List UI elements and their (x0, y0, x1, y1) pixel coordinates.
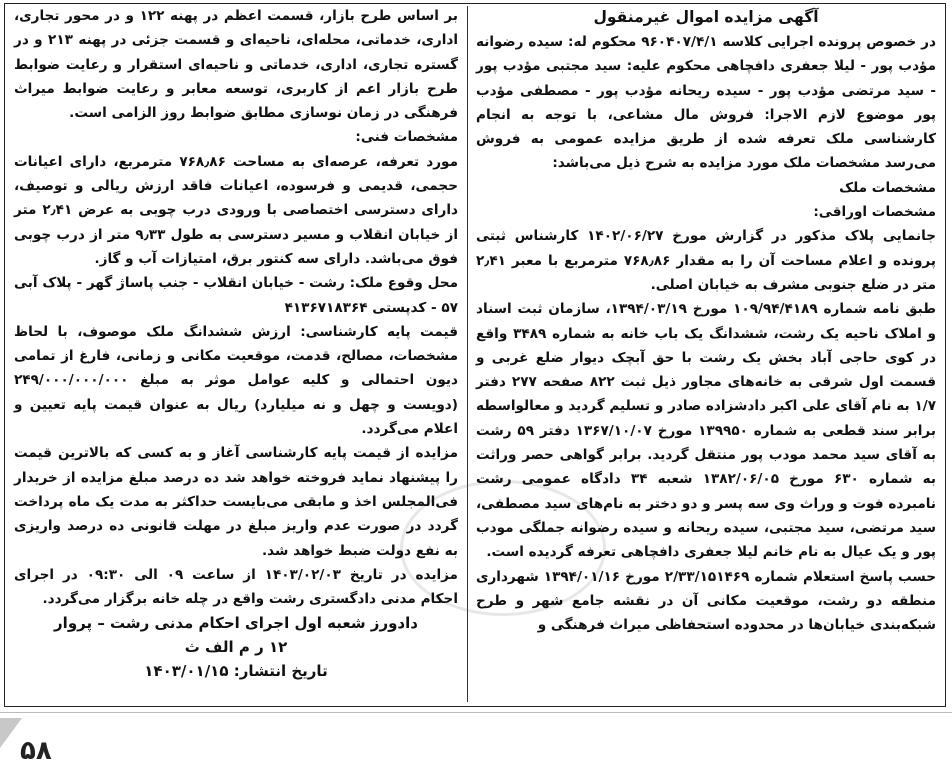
right-column (472, 4, 942, 637)
paragraph: در خصوص پرونده اجرایی کلاسه ۹۶۰۴۰۷/۴/۱ محکوم له: سیده رضوانه مؤدب پور - لیلا جعفری دافچاهی محکوم علیه: سید مجتبی مؤدب پور - سید مرتضی مؤدب پور - سیده ریحانه مؤدب پور - مصطفی مؤدب پور موضوع لازم الاجرا: فروش مال مشاعی، با توجه به انجام کارشناسی ملک تعرفه شده از طریق مزایده عمومی به فروش می‌رسد مشخصات ملک مورد مزایده به شرح ذیل می‌باشد: (476, 34, 936, 172)
left-column (10, 4, 462, 683)
paragraph: مزایده از قیمت پایه کارشناسی آغاز و به کسی که بالاترین قیمت را پیشنهاد نماید فروخته خواهد شد ده درصد مبلغ مزایده از خریدار فی‌المجلس اخذ و مابقی می‌بایست حداکثر به مدت یک ماه پرداخت گردد در صورت عدم واریز مبلغ در مهلت قانونی ده درصد واریزی به نفع دولت ضبط خواهد شد. (14, 445, 458, 559)
paragraph: مزایده در تاریخ ۱۴۰۳/۰۲/۰۳ از ساعت ۰۹ الی ۰۹:۳۰ در اجرای احکام مدنی دادگستری رشت واقع در چله خانه برگزار می‌گردد. (14, 566, 458, 608)
section-heading: مشخصات اوراقی: (813, 204, 936, 221)
paragraph: حسب پاسخ استعلام شماره ۲/۳۳/۱۵۱۴۶۹ مورخ ۱۳۹۴/۰۱/۱۶ شهرداری منطقه دو رشت، موقعیت مکانی آن در نقشه جامع شهر و طرح شبکه‌بندی خیابان‌ها در محدوده استحفاظی میراث فرهنگی و (476, 568, 936, 634)
paragraph: بر اساس طرح بازار، قسمت اعظم در پهنه ۱۲۲ و در محور تجاری، اداری، خدماتی، محله‌ای، ناحیه‌ای و قسمت جزئی در پهنه ۲۱۳ و در گستره تجاری، اداری، خدماتی و ناحیه‌ای استقرار و رعایت ضوابط طرح بازار اعم از کاربری، توسعه معابر و رعایت ضوابط میراث فرهنگی در زمان نوسازی مطابق ضوابط روز الزامی است. (14, 8, 458, 122)
paragraph: مورد تعرفه، عرصه‌ای به مساحت ۷۶۸٫۸۶ مترمربع، دارای اعیانات حجمی، قدیمی و فرسوده، اعیانات فاقد ارزش ریالی و توصیف، دارای دسترسی اختصاصی با ورودی درب چوبی به عرض ۲٫۴۱ متر از خیابان انقلاب و مسیر دسترسی به طول ۹٫۳۳ متر از درب چوبی فوق می‌باشد. دارای سه کنتور برق، امتیازات آب و گاز. (14, 153, 459, 267)
publish-date: تاریخ انتشار: ۱۴۰۳/۰۱/۱۵ (144, 662, 328, 681)
reference-code: ۱۲ ر م الف ث (184, 638, 288, 657)
corner-mark (0, 718, 22, 748)
section-heading: مشخصات ملک (839, 179, 936, 196)
footer-strip (0, 712, 952, 764)
paragraph: محل وقوع ملک: رشت - خیابان انقلاب - جنب پاساژ گهر - پلاک آبی ۵۷ - کدپستی ۴۱۳۶۷۱۸۳۶۴ (14, 275, 458, 316)
paragraph: قیمت پایه کارشناسی: ارزش ششدانگ ملک موصوف، با لحاظ مشخصات، مصالح، قدمت، موقعیت مکانی و زمانی، فارغ از تمامی دیون احتمالی و کلیه عوامل موثر به مبلغ ۲۴۹/۰۰۰/۰۰۰/۰۰۰ (دویست و چهل و نه میلیارد) ریال به عنوان قیمت پایه تعیین و اعلام می‌گردد. (14, 323, 458, 438)
page-number: ۵۸ (20, 736, 52, 766)
paragraph: طبق نامه شماره ۱۰۹/۹۴/۴۱۸۹ مورخ ۱۳۹۴/۰۳/۱۹، سازمان ثبت اسناد و املاک ناحیه یک رشت، ششدانگ یک باب خانه به شماره ۳۴۸۹ واقع در کوی حاجی آباد بخش یک رشت با حق آبچک دیوار ضلع غربی و قسمت اول شرقی به خانه‌های مجاور ذیل ثبت ۸۲۲ صفحه ۲۷۷ دفتر ۱/۷ به نام آقای علی اکبر دادشزاده صادر و تسلیم گردید و معالواسطه برابر سند قطعی به شماره ۱۳۹۹۵۰ مورخ ۱۳۶۷/۱۰/۰۷ دفتر ۵۹ رشت به آقای سید محمد مودب پور منتقل گردید. برابر گواهی حصر وراثت به شماره ۶۳۰ مورخ ۱۳۸۲/۰۶/۰۵ شعبه ۳۴ دادگاه عمومی رشت نامبرده فوت و وراث وی سه پسر و دو دختر به نام‌های سید مصطفی، سید مرتضی، سید مجتبی، سیده ریحانه و سیده رضوانه جملگی مودب پور و یک عیال به نام خانم لیلا جعفری دافچاهی تعرفه گردیده است. (476, 301, 936, 561)
signature-line: دادورز شعبه اول اجرای احکام مدنی رشت – پروار (54, 614, 418, 633)
section-heading: مشخصات فنی: (355, 129, 458, 146)
paragraph: جانمایی پلاک مذکور در گزارش مورخ ۱۴۰۲/۰۶/۲۷ کارشناس ثبتی پرونده و اعلام مساحت آن را به مقدار ۷۶۸٫۸۶ مترمربع با معبر ۲٫۴۱ متر در ضلع جنوبی مشرف به خیابان اصلی. (476, 228, 936, 293)
ad-title: آگهی مزایده اموال غیرمنقول (593, 8, 819, 26)
